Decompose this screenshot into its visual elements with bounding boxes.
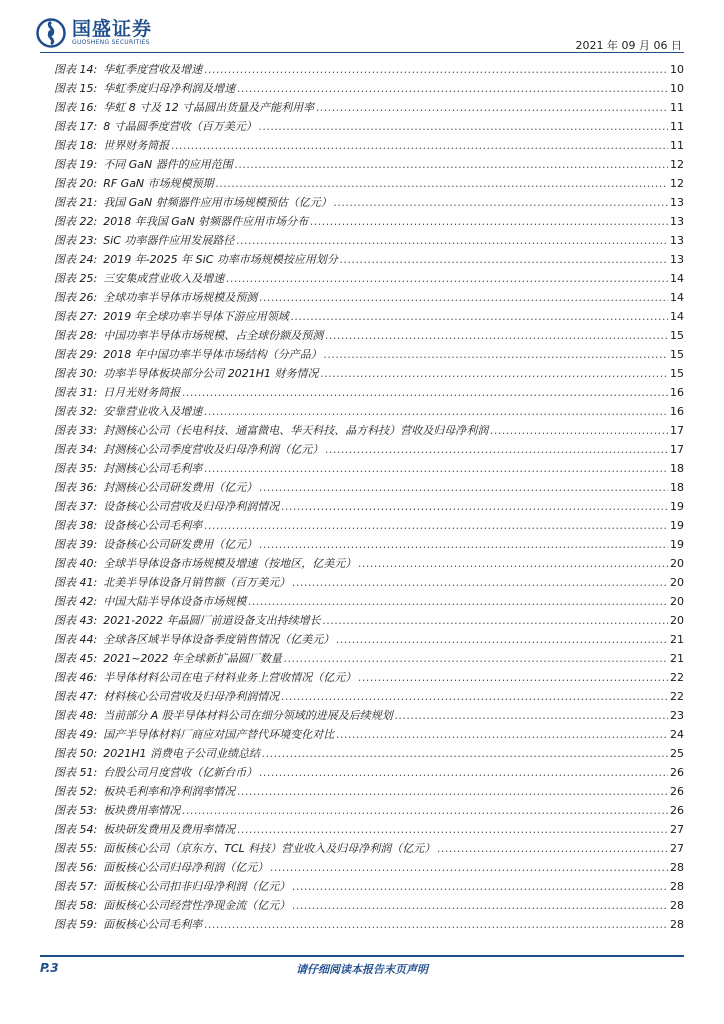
toc-figure-title[interactable]: 设备核心公司研发费用（亿元） (103, 538, 258, 551)
toc-page-number: 26 (670, 785, 684, 798)
toc-leader-dots (204, 63, 668, 76)
toc-page-number: 12 (670, 158, 684, 171)
toc-figure-label: 图表 43: (54, 614, 98, 627)
toc-figure-title[interactable]: 国产半导体材料厂商应对国产替代环境变化对比 (103, 728, 335, 741)
toc-figure-label: 图表 40: (54, 557, 98, 570)
figure-index-list (54, 61, 684, 935)
toc-row[interactable] (54, 574, 684, 593)
toc-figure-title[interactable]: 2021-2022 年晶圆厂前道设备支出持续增长 (103, 614, 321, 627)
toc-row[interactable] (54, 878, 684, 897)
toc-page-number: 22 (670, 671, 684, 684)
toc-figure-label: 图表 33: (54, 424, 98, 437)
toc-leader-dots (336, 633, 668, 646)
toc-row[interactable] (54, 612, 684, 631)
toc-figure-title[interactable]: 板块费用率情况 (103, 804, 181, 817)
toc-page-number: 28 (670, 918, 684, 931)
toc-leader-dots (259, 120, 668, 133)
toc-leader-dots (281, 500, 668, 513)
toc-page-number: 19 (670, 538, 684, 551)
toc-row[interactable] (54, 346, 684, 365)
toc-figure-label: 图表 22: (54, 215, 98, 228)
toc-row[interactable] (54, 118, 684, 137)
toc-leader-dots (323, 614, 668, 627)
toc-figure-title[interactable]: RF GaN 市场规模预期 (103, 177, 214, 190)
toc-row[interactable] (54, 707, 684, 726)
toc-leader-dots (292, 576, 668, 589)
toc-leader-dots (182, 386, 668, 399)
toc-figure-label: 图表 27: (54, 310, 98, 323)
toc-figure-title[interactable]: 2021~2022 年全球新扩晶圆厂数量 (103, 652, 282, 665)
toc-figure-label: 图表 25: (54, 272, 98, 285)
toc-page-number: 26 (670, 804, 684, 817)
toc-row[interactable] (54, 783, 684, 802)
toc-leader-dots (334, 196, 668, 209)
toc-row[interactable] (54, 802, 684, 821)
toc-leader-dots (237, 82, 668, 95)
toc-leader-dots (316, 101, 668, 114)
toc-figure-label: 图表 28: (54, 329, 98, 342)
toc-figure-label: 图表 45: (54, 652, 98, 665)
toc-figure-title[interactable]: 功率半导体板块部分公司 2021H1 财务情况 (103, 367, 319, 380)
toc-row[interactable] (54, 61, 684, 80)
toc-leader-dots (324, 348, 668, 361)
toc-page-number: 21 (670, 633, 684, 646)
toc-figure-title[interactable]: 设备核心公司毛利率 (103, 519, 203, 532)
toc-leader-dots (248, 595, 668, 608)
toc-row[interactable] (54, 327, 684, 346)
toc-leader-dots (216, 177, 668, 190)
toc-page-number: 13 (670, 253, 684, 266)
toc-figure-label: 图表 58: (54, 899, 98, 912)
toc-figure-label: 图表 29: (54, 348, 98, 361)
toc-leader-dots (235, 158, 668, 171)
toc-leader-dots (236, 234, 668, 247)
toc-row[interactable] (54, 897, 684, 916)
toc-figure-label: 图表 49: (54, 728, 98, 741)
toc-page-number: 16 (670, 386, 684, 399)
toc-page-number: 20 (670, 576, 684, 589)
toc-figure-title[interactable]: 我国 GaN 射频器件应用市场规模预估（亿元） (103, 196, 332, 209)
toc-figure-label: 图表 24: (54, 253, 98, 266)
toc-leader-dots (237, 823, 668, 836)
toc-figure-label: 图表 44: (54, 633, 98, 646)
toc-leader-dots (292, 880, 668, 893)
toc-figure-title[interactable]: 不同 GaN 器件的应用范围 (103, 158, 233, 171)
toc-row[interactable] (54, 536, 684, 555)
toc-figure-title[interactable]: 北美半导体设备月销售额（百万美元） (103, 576, 291, 589)
toc-row[interactable] (54, 270, 684, 289)
toc-page-number: 18 (670, 481, 684, 494)
toc-leader-dots (226, 272, 668, 285)
toc-leader-dots (281, 690, 668, 703)
toc-page-number: 17 (670, 443, 684, 456)
toc-row[interactable] (54, 593, 684, 612)
toc-leader-dots (340, 253, 668, 266)
toc-leader-dots (358, 557, 668, 570)
toc-leader-dots (310, 215, 668, 228)
toc-leader-dots (204, 918, 668, 931)
toc-leader-dots (182, 804, 668, 817)
page-header (0, 0, 724, 56)
toc-figure-label: 图表 42: (54, 595, 98, 608)
toc-leader-dots (204, 462, 668, 475)
toc-figure-label: 图表 15: (54, 82, 98, 95)
toc-page-number: 11 (670, 120, 684, 133)
toc-figure-label: 图表 59: (54, 918, 98, 931)
toc-figure-title[interactable]: 全球功率半导体市场规模及预测 (103, 291, 258, 304)
toc-row[interactable] (54, 821, 684, 840)
toc-figure-title[interactable]: 2019 年-2025 年 SiC 功率市场规模按应用划分 (103, 253, 338, 266)
toc-figure-title[interactable]: 日月光财务简报 (103, 386, 181, 399)
toc-figure-label: 图表 14: (54, 63, 98, 76)
toc-leader-dots (259, 538, 668, 551)
toc-figure-label: 图表 56: (54, 861, 98, 874)
toc-leader-dots (358, 671, 668, 684)
toc-figure-title[interactable]: 面板核心公司归母净利润（亿元） (103, 861, 269, 874)
toc-figure-label: 图表 53: (54, 804, 98, 817)
toc-figure-title[interactable]: 板块毛利率和净利润率情况 (103, 785, 236, 798)
toc-leader-dots (270, 861, 668, 874)
header-divider (40, 52, 684, 53)
toc-figure-title[interactable]: 设备核心公司营收及归母净利润情况 (103, 500, 280, 513)
toc-figure-label: 图表 41: (54, 576, 98, 589)
toc-figure-title[interactable]: 中国功率半导体市场规模、占全球份额及预测 (103, 329, 324, 342)
toc-page-number: 21 (670, 652, 684, 665)
toc-row[interactable] (54, 688, 684, 707)
toc-page-number: 10 (670, 82, 684, 95)
toc-leader-dots (204, 405, 668, 418)
toc-figure-label: 图表 39: (54, 538, 98, 551)
company-name-en: GUOSHENG SECURITIES (72, 39, 150, 46)
toc-page-number: 27 (670, 842, 684, 855)
toc-page-number: 26 (670, 766, 684, 779)
toc-figure-label: 图表 48: (54, 709, 98, 722)
toc-leader-dots (325, 329, 668, 342)
company-logo (36, 18, 152, 48)
toc-page-number: 11 (670, 139, 684, 152)
toc-figure-label: 图表 19: (54, 158, 98, 171)
toc-leader-dots (259, 291, 668, 304)
toc-row[interactable] (54, 384, 684, 403)
toc-row[interactable] (54, 156, 684, 175)
toc-page-number: 15 (670, 348, 684, 361)
toc-row[interactable] (54, 840, 684, 859)
toc-page-number: 10 (670, 63, 684, 76)
toc-leader-dots (325, 443, 668, 456)
toc-figure-label: 图表 31: (54, 386, 98, 399)
toc-figure-title[interactable]: 2018 年我国 GaN 射频器件应用市场分布 (103, 215, 309, 228)
toc-page-number: 23 (670, 709, 684, 722)
toc-row[interactable] (54, 517, 684, 536)
toc-row[interactable] (54, 137, 684, 156)
toc-leader-dots (292, 899, 668, 912)
toc-page-number: 14 (670, 272, 684, 285)
toc-page-number: 28 (670, 880, 684, 893)
toc-figure-label: 图表 35: (54, 462, 98, 475)
toc-leader-dots (171, 139, 668, 152)
toc-page-number: 18 (670, 462, 684, 475)
toc-figure-label: 图表 52: (54, 785, 98, 798)
toc-row[interactable] (54, 498, 684, 517)
toc-figure-label: 图表 50: (54, 747, 98, 760)
toc-page-number: 20 (670, 595, 684, 608)
page-number: P.3 (40, 961, 59, 975)
toc-row[interactable] (54, 441, 684, 460)
toc-page-number: 13 (670, 215, 684, 228)
toc-figure-label: 图表 21: (54, 196, 98, 209)
toc-figure-title[interactable]: SiC 功率器件应用发展路径 (103, 234, 235, 247)
toc-row[interactable] (54, 403, 684, 422)
toc-page-number: 16 (670, 405, 684, 418)
toc-figure-label: 图表 20: (54, 177, 98, 190)
toc-leader-dots (259, 481, 668, 494)
toc-page-number: 27 (670, 823, 684, 836)
toc-figure-title[interactable]: 面板核心公司毛利率 (103, 918, 203, 931)
toc-figure-label: 图表 37: (54, 500, 98, 513)
toc-figure-title[interactable]: 安靠营业收入及增速 (103, 405, 203, 418)
toc-figure-label: 图表 16: (54, 101, 98, 114)
toc-row[interactable] (54, 80, 684, 99)
toc-row[interactable] (54, 213, 684, 232)
toc-row[interactable] (54, 555, 684, 574)
toc-row[interactable] (54, 422, 684, 441)
toc-figure-title[interactable]: 封测核心公司（长电科技、通富微电、华天科技、晶方科技）营收及归母净利润 (103, 424, 489, 437)
toc-figure-title[interactable]: 当前部分 A 股半导体材料公司在细分领域的进展及后续规划 (103, 709, 393, 722)
toc-page-number: 28 (670, 861, 684, 874)
toc-leader-dots (395, 709, 668, 722)
toc-figure-label: 图表 57: (54, 880, 98, 893)
toc-figure-title[interactable]: 全球各区域半导体设备季度销售情况（亿美元） (103, 633, 335, 646)
toc-page-number: 15 (670, 367, 684, 380)
toc-page-number: 24 (670, 728, 684, 741)
toc-figure-label: 图表 17: (54, 120, 98, 133)
toc-figure-title[interactable]: 封测核心公司季度营收及归母净利润（亿元） (103, 443, 324, 456)
toc-leader-dots (291, 310, 668, 323)
toc-figure-title[interactable]: 三安集成营业收入及增速 (103, 272, 225, 285)
toc-figure-label: 图表 46: (54, 671, 98, 684)
toc-page-number: 20 (670, 557, 684, 570)
toc-page-number: 13 (670, 234, 684, 247)
toc-page-number: 20 (670, 614, 684, 627)
toc-row[interactable] (54, 745, 684, 764)
toc-row[interactable] (54, 669, 684, 688)
toc-page-number: 19 (670, 500, 684, 513)
toc-figure-title[interactable]: 2021H1 消费电子公司业绩总结 (103, 747, 260, 760)
toc-figure-title[interactable]: 面板核心公司扣非归母净利润（亿元） (103, 880, 291, 893)
toc-row[interactable] (54, 194, 684, 213)
toc-figure-label: 图表 18: (54, 139, 98, 152)
toc-figure-label: 图表 51: (54, 766, 98, 779)
toc-figure-title[interactable]: 半导体材料公司在电子材料业务上营收情况（亿元） (103, 671, 357, 684)
toc-figure-label: 图表 23: (54, 234, 98, 247)
toc-row[interactable] (54, 479, 684, 498)
toc-row[interactable] (54, 916, 684, 935)
toc-figure-label: 图表 34: (54, 443, 98, 456)
toc-figure-title[interactable]: 面板核心公司（京东方、TCL 科技）营业收入及归母净利润（亿元） (103, 842, 436, 855)
toc-figure-title[interactable]: 世界财务简报 (103, 139, 170, 152)
toc-row[interactable] (54, 365, 684, 384)
toc-figure-title[interactable]: 中国大陆半导体设备市场规模 (103, 595, 247, 608)
toc-row[interactable] (54, 99, 684, 118)
toc-leader-dots (262, 747, 668, 760)
toc-leader-dots (336, 728, 668, 741)
toc-figure-label: 图表 36: (54, 481, 98, 494)
toc-figure-title[interactable]: 台股公司月度营收（亿新台币） (103, 766, 258, 779)
toc-row[interactable] (54, 764, 684, 783)
footer-disclaimer[interactable]: 请仔细阅读本报告末页声明 (296, 963, 428, 976)
toc-figure-title[interactable]: 8 寸晶圆季度营收（百万美元） (103, 120, 257, 133)
toc-leader-dots (204, 519, 668, 532)
toc-figure-label: 图表 32: (54, 405, 98, 418)
toc-page-number: 11 (670, 101, 684, 114)
footer-divider (40, 955, 684, 957)
toc-figure-label: 图表 47: (54, 690, 98, 703)
toc-figure-title[interactable]: 华虹 8 寸及 12 寸晶圆出货量及产能利用率 (103, 101, 315, 114)
toc-row[interactable] (54, 859, 684, 878)
toc-figure-title[interactable]: 2019 年全球功率半导体下游应用领域 (103, 310, 289, 323)
toc-page-number: 13 (670, 196, 684, 209)
toc-page-number: 19 (670, 519, 684, 532)
toc-figure-title[interactable]: 面板核心公司经营性净现金流（亿元） (103, 899, 291, 912)
toc-figure-label: 图表 38: (54, 519, 98, 532)
toc-page-number: 14 (670, 310, 684, 323)
toc-figure-title[interactable]: 华虹季度营收及增速 (103, 63, 203, 76)
toc-figure-title[interactable]: 封测核心公司毛利率 (103, 462, 203, 475)
toc-figure-title[interactable]: 2018 年中国功率半导体市场结构（分产品） (103, 348, 322, 361)
toc-row[interactable] (54, 650, 684, 669)
report-date: 2021 年 09 月 06 日 (575, 39, 682, 52)
toc-row[interactable] (54, 289, 684, 308)
toc-page-number: 22 (670, 690, 684, 703)
toc-page-number: 15 (670, 329, 684, 342)
toc-page-number: 17 (670, 424, 684, 437)
toc-row[interactable] (54, 631, 684, 650)
toc-figure-title[interactable]: 封测核心公司研发费用（亿元） (103, 481, 258, 494)
toc-leader-dots (237, 785, 668, 798)
toc-leader-dots (490, 424, 668, 437)
toc-row[interactable] (54, 232, 684, 251)
toc-page-number: 25 (670, 747, 684, 760)
guosheng-logo-icon (36, 18, 66, 48)
toc-leader-dots (320, 367, 668, 380)
toc-leader-dots (259, 766, 668, 779)
toc-figure-title[interactable]: 材料核心公司营收及归母净利润情况 (103, 690, 280, 703)
toc-row[interactable] (54, 251, 684, 270)
toc-figure-title[interactable]: 全球半导体设备市场规模及增速（按地区，亿美元） (103, 557, 357, 570)
toc-page-number: 14 (670, 291, 684, 304)
toc-row[interactable] (54, 726, 684, 745)
toc-figure-label: 图表 30: (54, 367, 98, 380)
toc-figure-label: 图表 54: (54, 823, 98, 836)
toc-page-number: 12 (670, 177, 684, 190)
toc-row[interactable] (54, 175, 684, 194)
toc-figure-label: 图表 26: (54, 291, 98, 304)
toc-leader-dots (437, 842, 668, 855)
company-name-cn: 国盛证券 (72, 18, 153, 40)
toc-page-number: 28 (670, 899, 684, 912)
toc-figure-title[interactable]: 华虹季度归母净利润及增速 (103, 82, 236, 95)
toc-figure-label: 图表 55: (54, 842, 98, 855)
toc-leader-dots (284, 652, 668, 665)
toc-row[interactable] (54, 308, 684, 327)
toc-figure-title[interactable]: 板块研发费用及费用率情况 (103, 823, 236, 836)
toc-row[interactable] (54, 460, 684, 479)
